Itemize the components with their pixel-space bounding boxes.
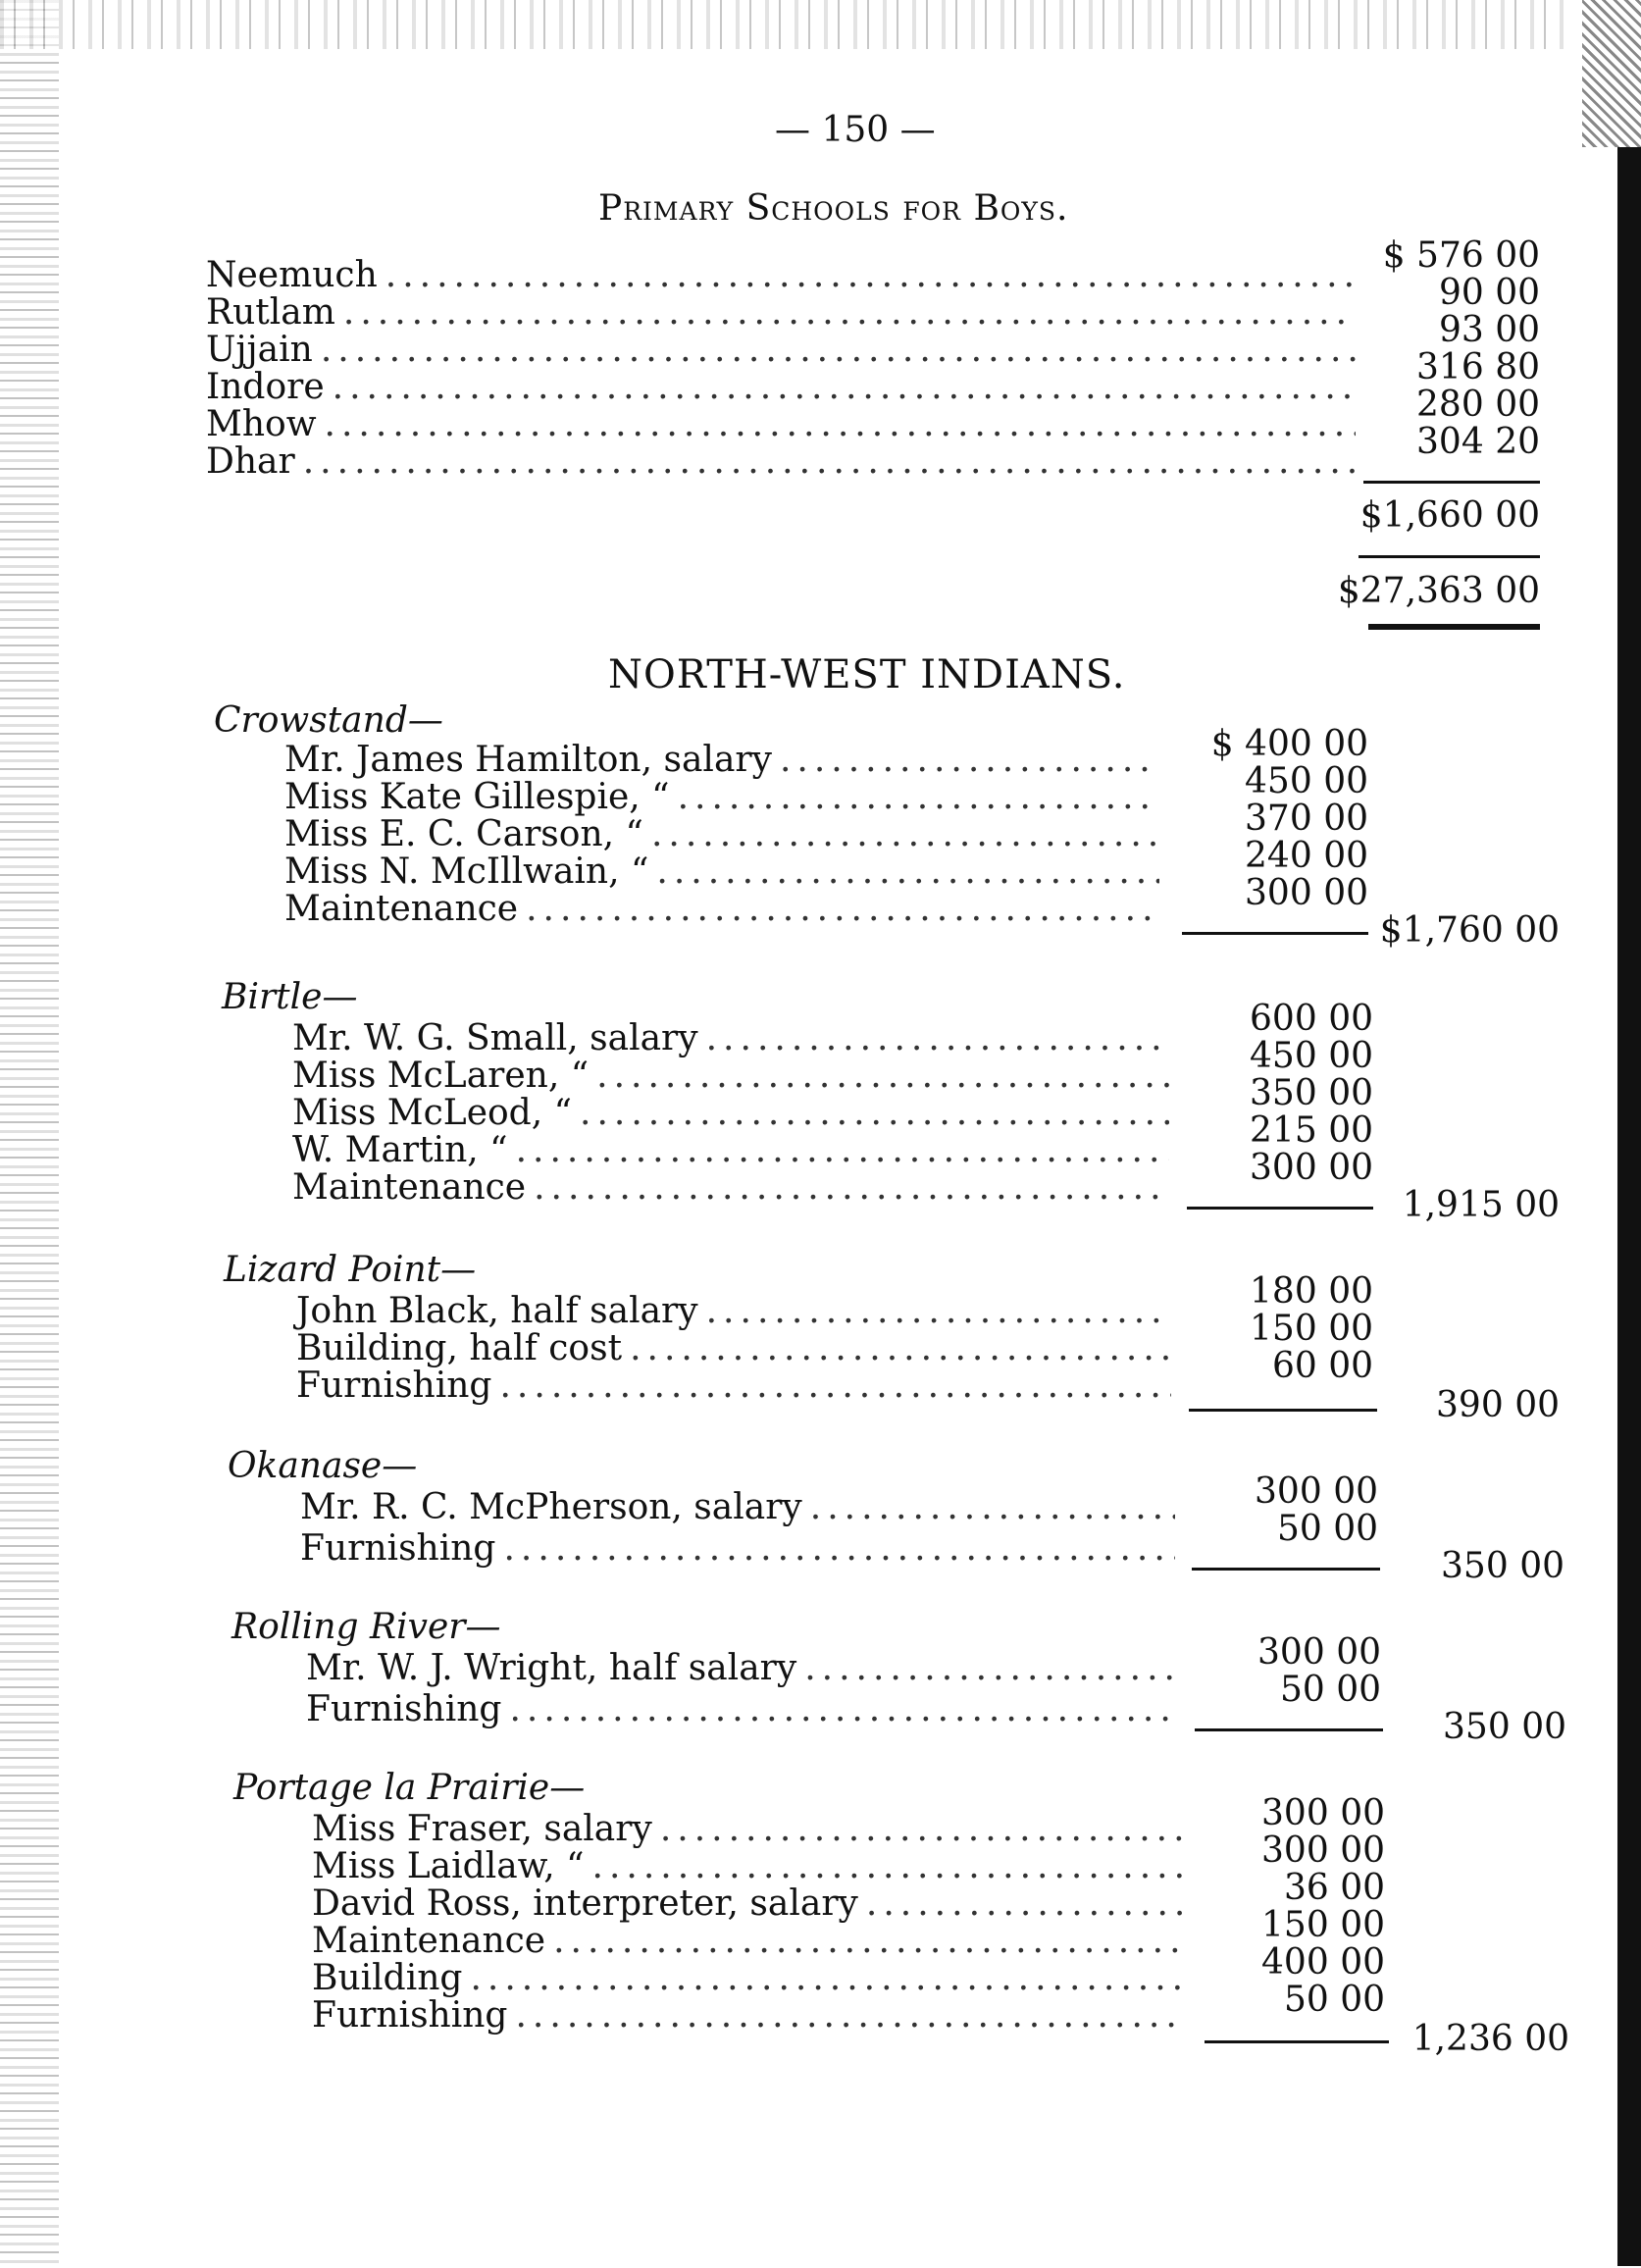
section-rule [1195, 1728, 1383, 1731]
list-item: Maintenance ..... [284, 891, 1167, 928]
scan-edge-top [0, 0, 1569, 49]
amount: $ 400 00 [1210, 724, 1368, 764]
amount: 600 00 [1250, 999, 1373, 1039]
amount: 300 00 [1257, 1632, 1381, 1673]
list-item: Mr. W. G. Small, salary ..... [292, 1020, 1177, 1057]
list-item: Dhar ..... [206, 443, 1363, 481]
section-title: Lizard Point— [224, 1250, 477, 1290]
amount: 450 00 [1245, 761, 1368, 801]
section-total: 1,915 00 [1402, 1185, 1560, 1225]
list-item: Mr. R. C. McPherson, salary ..... [300, 1489, 1183, 1526]
amount: 350 00 [1250, 1073, 1373, 1113]
section-total: 350 00 [1443, 1707, 1566, 1747]
nw-indians-heading: NORTH-WEST INDIANS. [608, 652, 1126, 697]
amount: 90 00 [1438, 273, 1540, 313]
list-item: Ujjain ..... [206, 332, 1363, 369]
list-item: Miss McLaren, “ ..... [292, 1057, 1177, 1095]
section-title: Rolling River— [231, 1607, 501, 1647]
list-item: Maintenance ..... [312, 1923, 1191, 1960]
section-total: 1,236 00 [1411, 2019, 1569, 2059]
amount: 215 00 [1250, 1110, 1373, 1151]
section-total: 350 00 [1441, 1546, 1564, 1586]
amount: 304 20 [1416, 422, 1540, 462]
list-item: Miss Fraser, salary ..... [312, 1811, 1191, 1848]
grand-total-rule [1359, 555, 1540, 558]
list-item: Neemuch ..... [206, 257, 1363, 294]
amount: 316 80 [1416, 347, 1540, 387]
amount: 36 00 [1283, 1868, 1385, 1908]
list-item: Furnishing ..... [306, 1691, 1187, 1728]
list-item: Building ..... [312, 1960, 1191, 1997]
list-item: Rutlam ..... [206, 294, 1363, 332]
amount: 50 00 [1283, 1980, 1385, 2020]
section-rule [1187, 1207, 1373, 1210]
section-total: 390 00 [1436, 1385, 1560, 1425]
list-item: Furnishing ..... [300, 1530, 1183, 1568]
amount: 300 00 [1250, 1148, 1373, 1188]
amount: 50 00 [1279, 1670, 1381, 1710]
list-item: Mhow ..... [206, 406, 1363, 443]
list-item: Miss Laidlaw, “ ..... [312, 1848, 1191, 1885]
section-total: $1,760 00 [1379, 910, 1560, 951]
amount: 50 00 [1276, 1509, 1378, 1549]
amount: 300 00 [1261, 1793, 1385, 1833]
amount: 300 00 [1245, 873, 1368, 913]
list-item: Miss Kate Gillespie, “ ..... [284, 779, 1167, 816]
primary-schools-heading: Primary Schools for Boys. [598, 188, 1069, 229]
scan-edge-left [0, 0, 59, 2268]
section-title: Crowstand— [214, 700, 443, 741]
section-rule [1205, 2040, 1389, 2043]
amount: 180 00 [1250, 1271, 1373, 1312]
amount: 93 00 [1438, 310, 1540, 350]
section-rule [1189, 1409, 1377, 1412]
amount: 400 00 [1261, 1942, 1385, 1983]
list-item: Furnishing ..... [296, 1367, 1179, 1405]
list-item: W. Martin, “ ..... [292, 1132, 1177, 1169]
grand-total: $27,363 00 [1337, 571, 1540, 611]
list-item: Building, half cost ..... [296, 1330, 1179, 1367]
amount: 450 00 [1250, 1036, 1373, 1076]
section-title: Birtle— [222, 977, 358, 1017]
list-item: Miss E. C. Carson, “ ..... [284, 816, 1167, 853]
list-item: Miss N. McIllwain, “ ..... [284, 853, 1167, 891]
amount: 150 00 [1250, 1309, 1373, 1349]
amount: 370 00 [1245, 799, 1368, 839]
section-title: Okanase— [228, 1446, 418, 1486]
section-rule [1182, 932, 1368, 935]
section-rule [1192, 1568, 1380, 1571]
list-item: Maintenance ..... [292, 1169, 1177, 1207]
amount: 240 00 [1245, 836, 1368, 876]
amount: $ 576 00 [1382, 235, 1540, 276]
subtotal-rule [1363, 481, 1540, 484]
amount: 60 00 [1271, 1346, 1373, 1386]
page-number: — 150 — [775, 110, 936, 150]
list-item: Indore ..... [206, 369, 1363, 406]
list-item: Mr. W. J. Wright, half salary ..... [306, 1650, 1187, 1687]
list-item: Mr. James Hamilton, salary ..... [284, 742, 1167, 779]
grand-total-double-rule [1368, 624, 1540, 630]
scan-edge-right [1617, 147, 1641, 2266]
list-item: David Ross, interpreter, salary ..... [312, 1885, 1191, 1923]
section-title: Portage la Prairie— [233, 1768, 586, 1808]
list-item: Miss McLeod, “ ..... [292, 1095, 1177, 1132]
amount: 300 00 [1255, 1471, 1378, 1512]
amount: 150 00 [1261, 1905, 1385, 1945]
list-item: John Black, half salary ..... [296, 1293, 1179, 1330]
amount: 300 00 [1261, 1830, 1385, 1871]
list-item: Furnishing ..... [312, 1997, 1191, 2035]
amount: 280 00 [1416, 385, 1540, 425]
primary-schools-subtotal: $1,660 00 [1359, 495, 1540, 536]
scan-corner-top-right [1582, 0, 1641, 147]
